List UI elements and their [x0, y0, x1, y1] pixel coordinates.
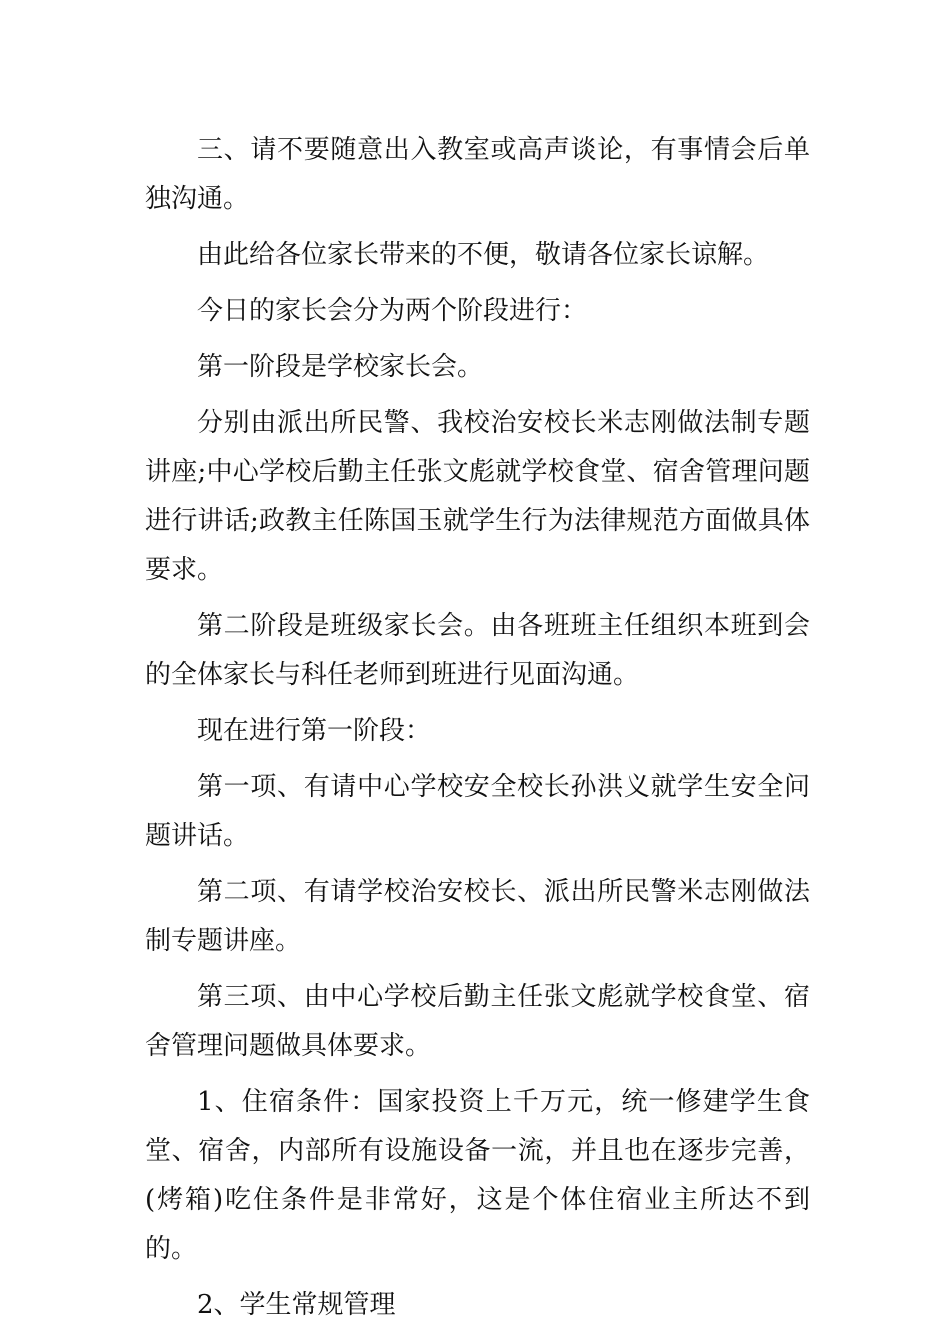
paragraph: 三、请不要随意出入教室或高声谈论，有事情会后单独沟通。	[145, 135, 810, 214]
paragraph: 第二阶段是班级家长会。由各班班主任组织本班到会的全体家长与科任老师到班进行见面沟通。	[145, 611, 810, 690]
paragraph: 2、学生常规管理	[197, 1290, 396, 1320]
paragraph: 今日的家长会分为两个阶段进行：	[197, 296, 588, 326]
paragraph: 第一阶段是学校家长会。	[197, 352, 484, 382]
paragraph: 1、住宿条件：国家投资上千万元，统一修建学生食堂、宿舍，内部所有设施设备一流，并且也在逐步完善，(烤箱)吃住条件是非常好，这是个体住宿业主所达不到的。	[145, 1087, 810, 1264]
paragraph: 第二项、有请学校治安校长、派出所民警米志刚做法制专题讲座。	[145, 877, 810, 956]
document-body	[145, 126, 810, 1337]
paragraph: 第一项、有请中心学校安全校长孙洪义就学生安全问题讲话。	[145, 772, 810, 851]
paragraph: 由此给各位家长带来的不便，敬请各位家长谅解。	[197, 240, 770, 270]
paragraph: 现在进行第一阶段：	[197, 716, 432, 746]
paragraph: 分别由派出所民警、我校治安校长米志刚做法制专题讲座;中心学校后勤主任张文彪就学校食堂、宿舍管理问题进行讲话;政教主任陈国玉就学生行为法律规范方面做具体要求。	[145, 408, 810, 585]
paragraph: 第三项、由中心学校后勤主任张文彪就学校食堂、宿舍管理问题做具体要求。	[145, 982, 810, 1061]
